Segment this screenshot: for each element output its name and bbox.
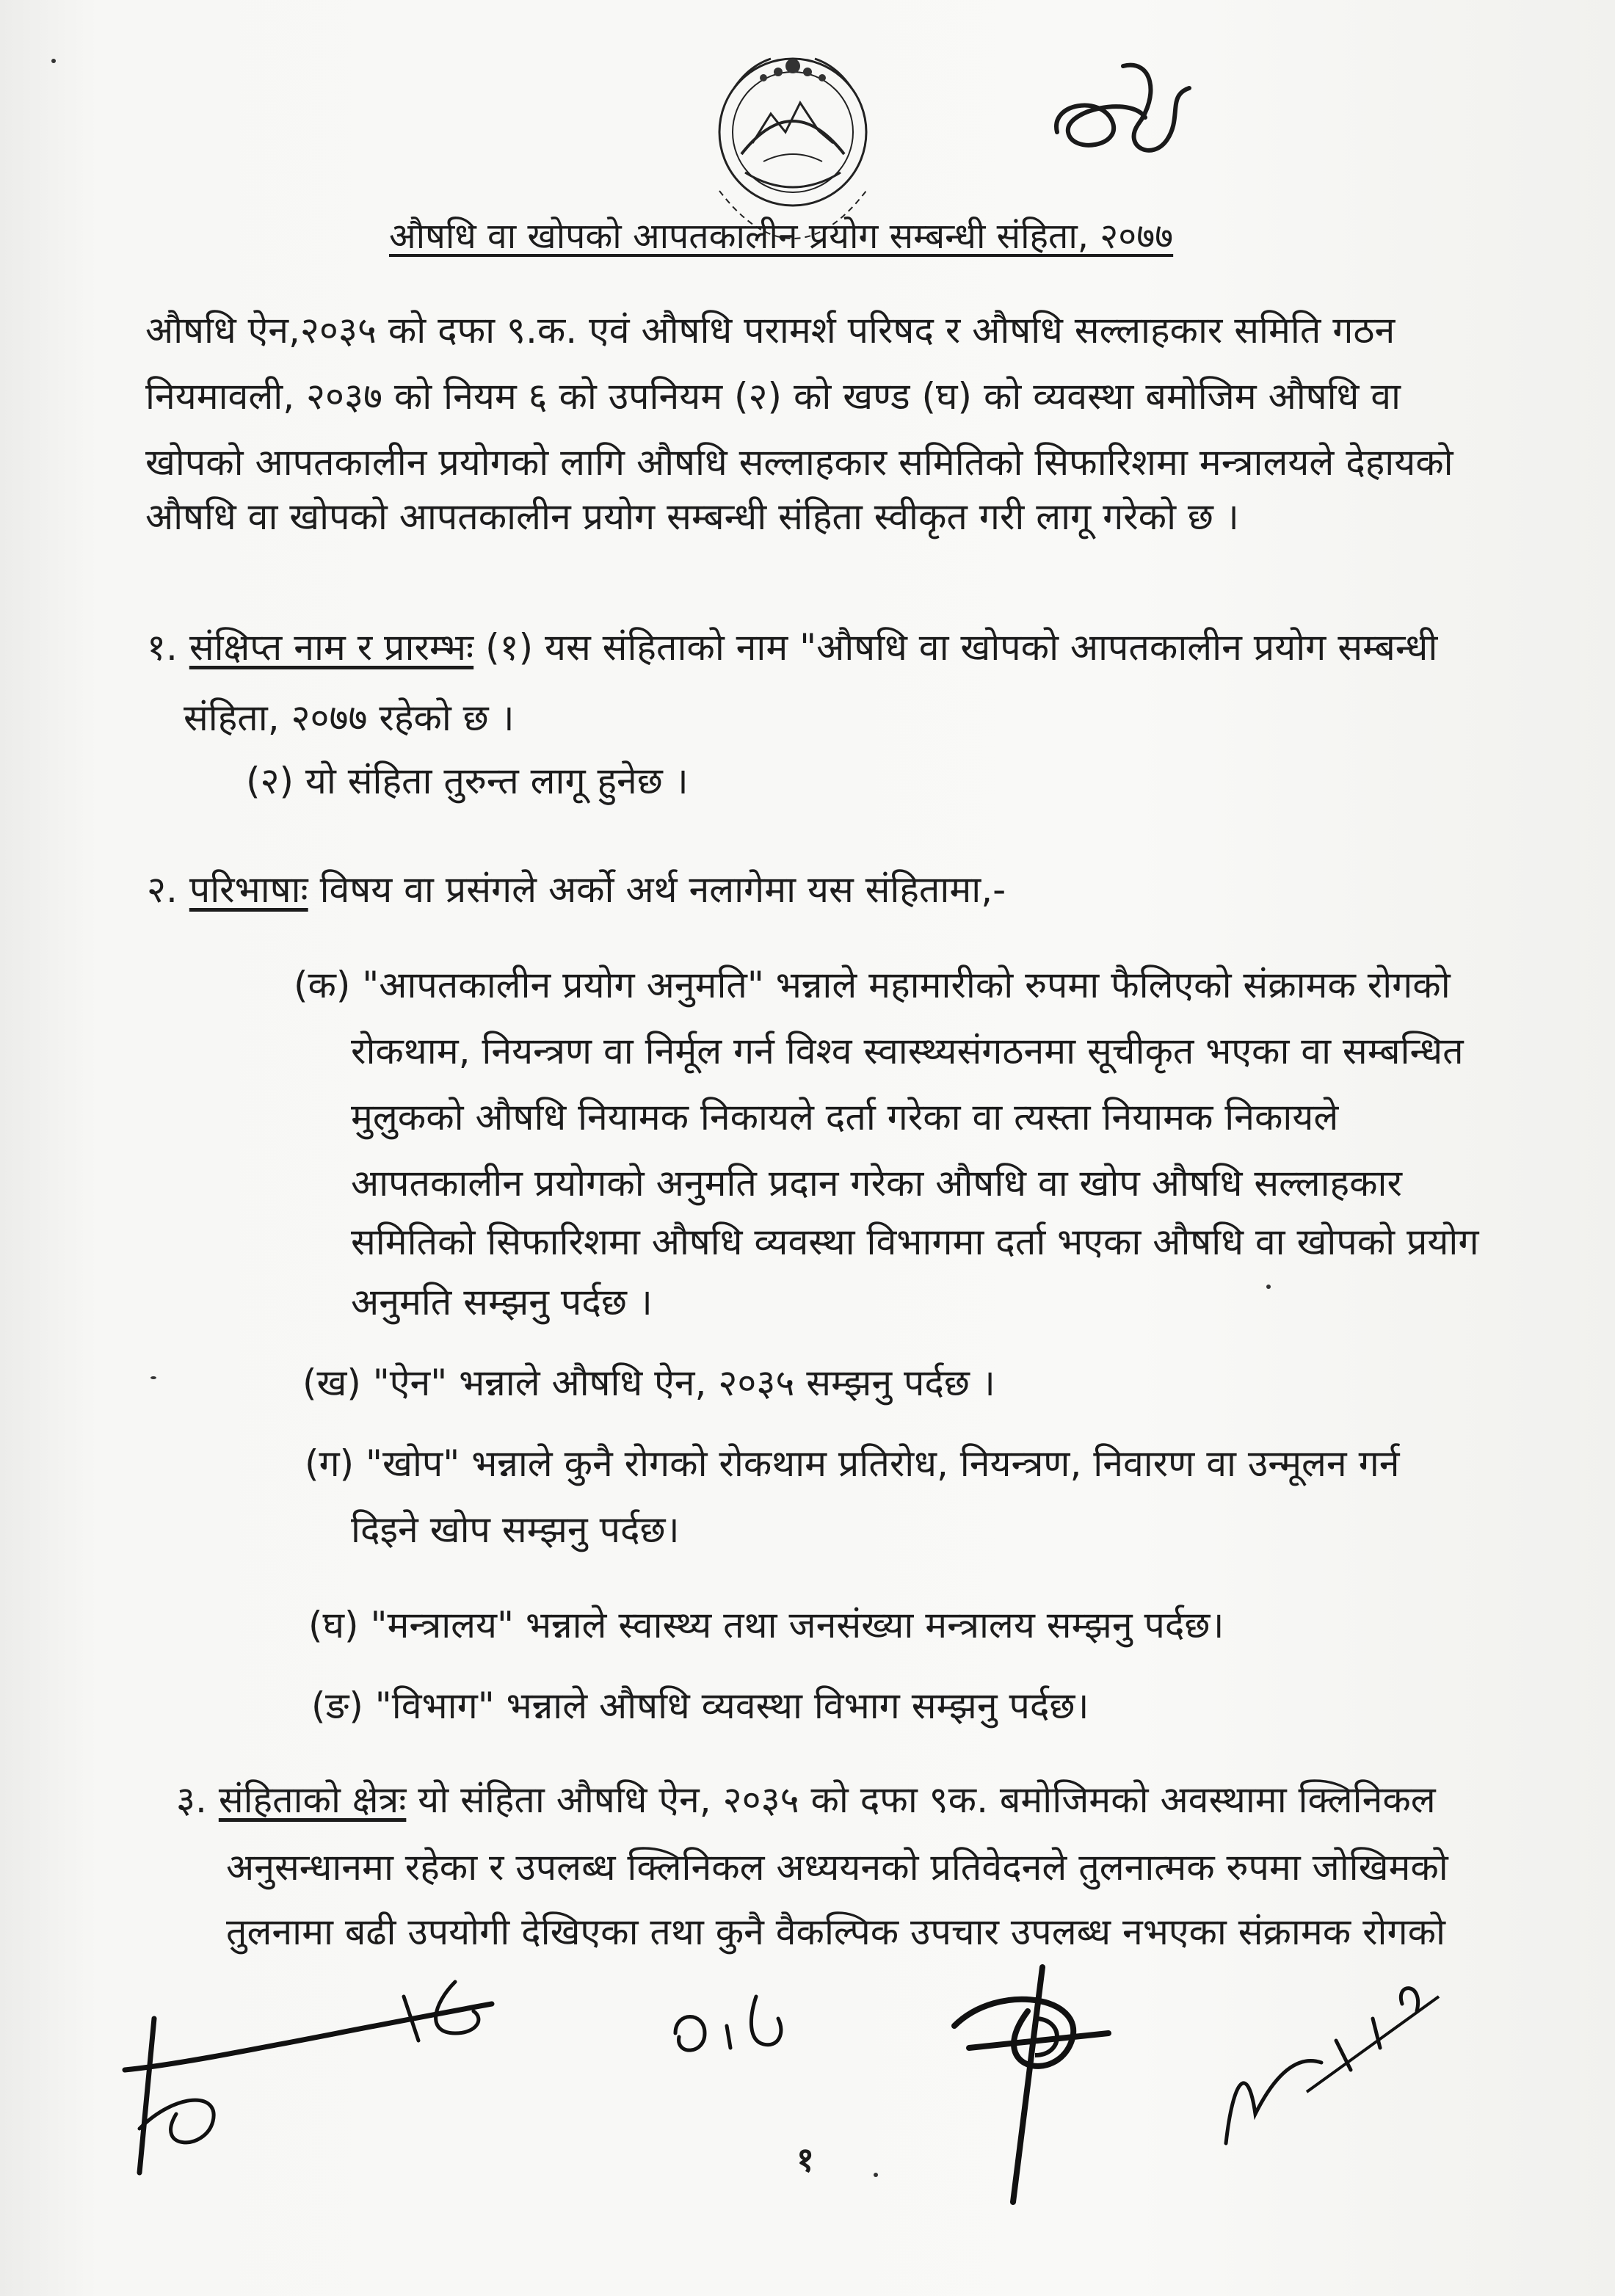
signature-1 <box>110 1975 565 2195</box>
scan-speck <box>1266 1285 1271 1289</box>
scan-speck <box>150 1376 156 1379</box>
scan-speck <box>51 59 56 63</box>
definition-gha: (घ) "मन्त्रालय" भन्नाले स्वास्थ्य तथा जनसंख्या मन्त्रालय सम्झनु पर्दछ। <box>308 1604 1224 1646</box>
document-title: औषधि वा खोपको आपतकालीन प्रयोग सम्बन्धी संहिता, २०७७ <box>389 216 1174 257</box>
definition-ka-line-6: अनुमति सम्झनु पर्दछ । <box>351 1281 653 1323</box>
section-3-number: ३. <box>176 1779 207 1821</box>
signature-3 <box>940 1952 1130 2217</box>
definition-ka-line-2: रोकथाम, नियन्त्रण वा निर्मूल गर्न विश्व स्वास्थ्यसंगठनमा सूचीकृत भएका वा सम्बन्धित <box>351 1030 1464 1072</box>
section-1-line-2: संहिता, २०७७ रहेको छ । <box>184 697 515 739</box>
signature-4 <box>1204 1967 1454 2158</box>
scan-speck <box>874 2173 878 2177</box>
definition-ga-line-1: (ग) "खोप" भन्नाले कुनै रोगको रोकथाम प्रतिरोध, नियन्त्रण, निवारण वा उन्मूलन गर्न <box>305 1442 1400 1485</box>
section-1-number: १. <box>147 626 178 669</box>
definition-ka-line-5: समितिको सिफारिशमा औषधि व्यवस्था विभागमा दर्ता भएका औषधि वा खोपको प्रयोग <box>351 1221 1479 1263</box>
section-3-heading: संहिताको क्षेत्रः <box>218 1779 407 1821</box>
section-3-line-3: तुलनामा बढी उपयोगी देखिएका तथा कुनै वैकल्पिक उपचार उपलब्ध नभएका संक्रामक रोगको <box>226 1911 1445 1953</box>
definition-ga-line-2: दिइने खोप सम्झनु पर्दछ। <box>351 1508 680 1551</box>
definition-ka-line-1: (क) "आपतकालीन प्रयोग अनुमति" भन्नाले महामारीको रुपमा फैलिएको संक्रामक रोगको <box>294 964 1451 1006</box>
section-3-line-1 <box>176 1776 1436 1823</box>
preamble-line-1: औषधि ऐन,२०३५ को दफा ९.क. एवं औषधि परामर्श परिषद र औषधि सल्लाहकार समिति गठन <box>145 309 1396 352</box>
definition-ka-line-4: आपतकालीन प्रयोगको अनुमति प्रदान गरेका औषधि वा खोप औषधि सल्लाहकार <box>351 1162 1402 1205</box>
section-1-line-3: (२) यो संहिता तुरुन्त लागू हुनेछ । <box>246 760 689 802</box>
definition-ka-line-3: मुलुकको औषधि नियामक निकायले दर्ता गरेका वा त्यस्ता नियामक निकायले <box>351 1096 1339 1138</box>
section-2-line-1 <box>147 866 1006 913</box>
preamble-line-2: नियमावली, २०३७ को नियम ६ को उपनियम (२) को खण्ड (घ) को व्यवस्था बमोजिम औषधि वा <box>145 375 1401 418</box>
section-2-intro: विषय वा प्रसंगले अर्को अर्थ नलागेमा यस संहितामा,- <box>319 868 1006 911</box>
section-1-text-1: (१) यस संहिताको नाम "औषधि वा खोपको आपतकालीन प्रयोग सम्बन्धी <box>485 626 1438 669</box>
page-number: १ <box>796 2140 814 2179</box>
definition-kha: (ख) "ऐन" भन्नाले औषधि ऐन, २०३५ सम्झनु पर्दछ । <box>302 1362 995 1404</box>
handwritten-initials-top <box>1042 51 1204 184</box>
section-3-line-2: अनुसन्धानमा रहेका र उपलब्ध क्लिनिकल अध्ययनको प्रतिवेदनले तुलनात्मक रुपमा जोखिमको <box>226 1846 1448 1889</box>
preamble-line-4: औषधि वा खोपको आपतकालीन प्रयोग सम्बन्धी संहिता स्वीकृत गरी लागू गरेको छ । <box>145 495 1239 538</box>
preamble-line-3: खोपको आपतकालीन प्रयोगको लागि औषधि सल्लाहकार समितिको सिफारिशमा मन्त्रालयले देहायको <box>145 441 1454 484</box>
definition-nga: (ङ) "विभाग" भन्नाले औषधि व्यवस्था विभाग सम्झनु पर्दछ। <box>311 1685 1089 1727</box>
section-2-heading: परिभाषाः <box>189 868 308 911</box>
section-2-number: २. <box>147 868 178 911</box>
section-1-heading: संक्षिप्त नाम र प्रारम्भः <box>189 626 474 669</box>
signature-2 <box>661 1975 822 2070</box>
section-1-line-1 <box>147 624 1437 671</box>
section-3-text-1: यो संहिता औषधि ऐन, २०३५ को दफा ९क. बमोजिमको अवस्थामा क्लिनिकल <box>418 1779 1436 1821</box>
